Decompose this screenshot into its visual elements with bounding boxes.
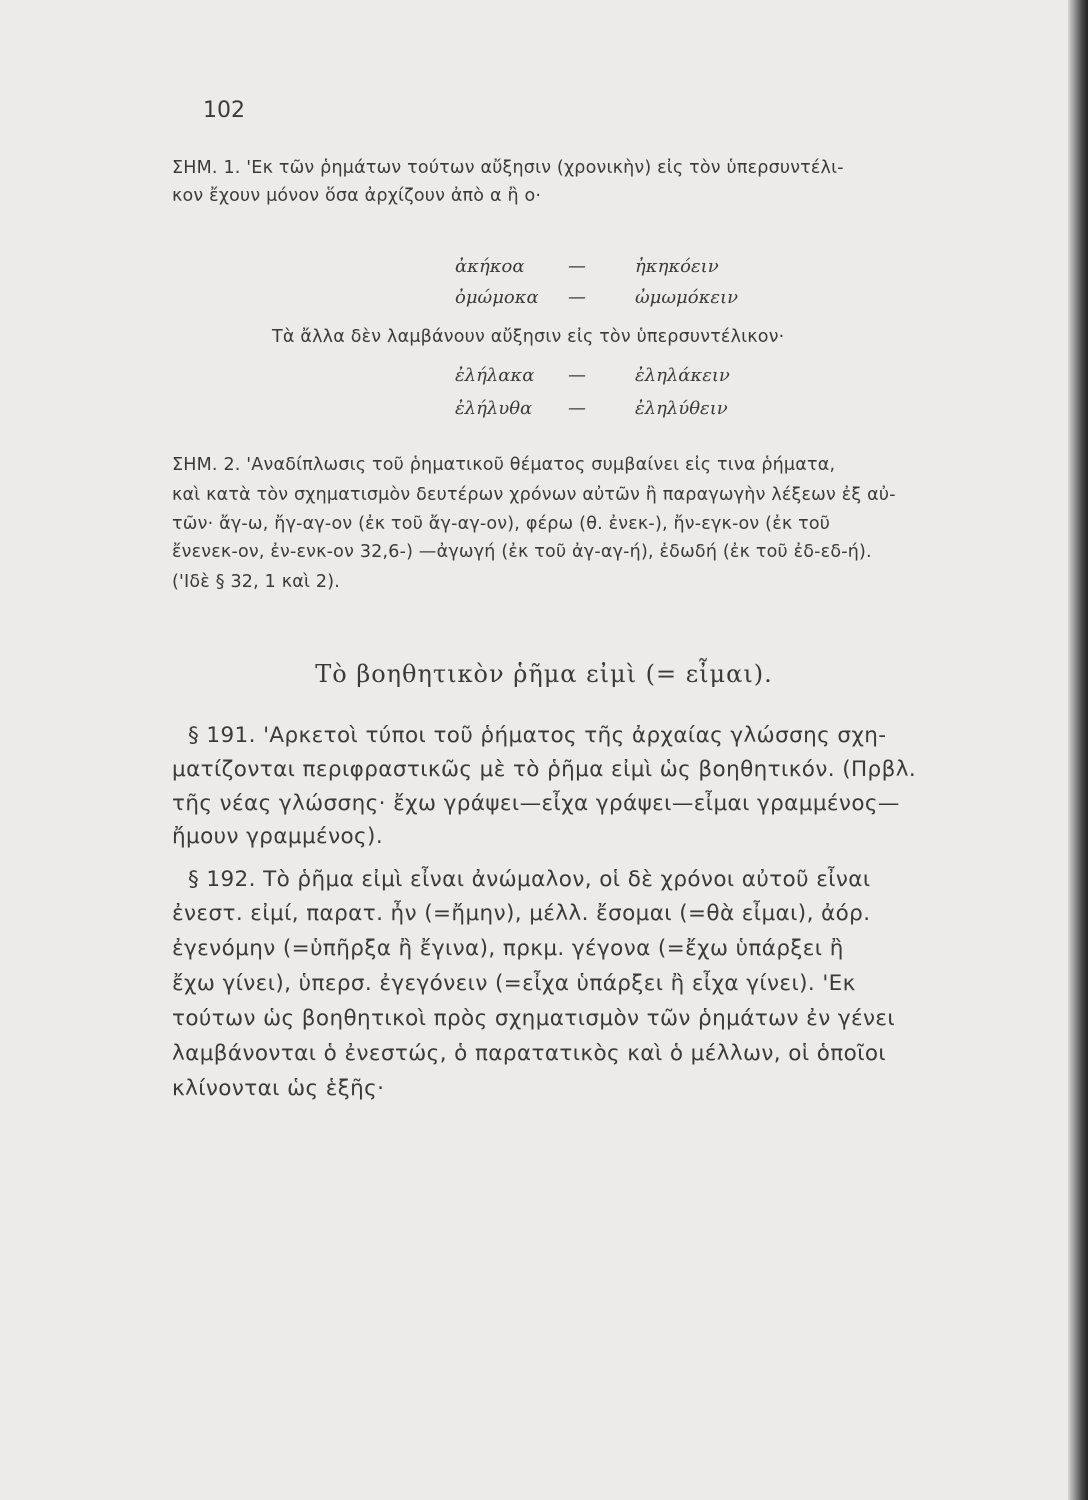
page-number: 102: [203, 98, 245, 123]
note1-middle-line: Τὰ ἄλλα δὲν λαμβάνουν αὔξησιν εἰς τὸν ὑπερσυντέλικον·: [272, 327, 785, 347]
note1-line1: ΣΗΜ. 1. 'Εκ τῶν ῥημάτων τούτων αὔξησιν (χρονικὴν) εἰς τὸν ὑπερσυντέλι-: [172, 158, 844, 178]
table1-dash-1: —: [568, 256, 586, 277]
note2-line4: ἔνενεκ-ον, ἐν-ενκ-ον 32,6-) —ἀγωγή (ἐκ τοῦ ἀγ-αγ-ή), ἐδωδή (ἐκ τοῦ ἐδ-εδ-ή).: [172, 542, 872, 562]
section192-line3: ἐγενόμην (=ὑπῆρξα ἢ ἔγινα), πρκμ. γέγονα (=ἔχω ὑπάρξει ἢ: [172, 936, 844, 961]
section191-line4: ἤμουν γραμμένος).: [172, 824, 384, 849]
table2-dash-1: —: [568, 365, 586, 386]
section191-line3: τῆς νέας γλώσσης· ἔχω γράψει—εἶχα γράψει—εἶμαι γραμμένος—: [172, 791, 900, 816]
table2-right-1: ἐληλάκειν: [635, 365, 730, 386]
table2-right-2: ἐληλύθειν: [635, 398, 728, 419]
note2-line3: τῶν· ἄγ-ω, ἤγ-αγ-ον (ἐκ τοῦ ἄγ-αγ-ον), φέρω (θ. ἐνεκ-), ἤν-εγκ-ον (ἐκ τοῦ: [172, 514, 831, 534]
section192-line2: ἐνεστ. εἰμί, παρατ. ἦν (=ἤμην), μέλλ. ἔσομαι (=θὰ εἶμαι), ἀόρ.: [172, 901, 871, 926]
note2-line2: καὶ κατὰ τὸν σχηματισμὸν δευτέρων χρόνων αὐτῶν ἢ παραγωγὴν λέξεων ἐξ αὐ-: [172, 485, 896, 505]
section192-line5: τούτων ὡς βοηθητικοὶ πρὸς σχηματισμὸν τῶν ῥημάτων ἐν γένει: [172, 1006, 896, 1031]
table1-dash-2: —: [568, 287, 586, 308]
section192-line4: ἔχω γίνει), ὑπερσ. ἐγεγόνειν (=εἶχα ὑπάρξει ἢ εἶχα γίνει). 'Εκ: [172, 971, 856, 996]
section192-line7: κλίνονται ὡς ἑξῆς·: [172, 1076, 385, 1101]
section191-line2: ματίζονται περιφραστικῶς μὲ τὸ ῥῆμα εἰμὶ ὡς βοηθητικόν. (Πρβλ.: [172, 757, 917, 782]
table1-left-2: ὀμώμοκα: [455, 287, 539, 308]
note2-line5: ('Ιδὲ § 32, 1 καὶ 2).: [172, 572, 340, 592]
table1-right-1: ἠκηκόειν: [635, 256, 719, 277]
section192-line1: § 192. Τὸ ῥῆμα εἰμὶ εἶναι ἀνώμαλον, οἱ δὲ χρόνοι αὐτοῦ εἶναι: [188, 867, 871, 892]
section-heading: Τὸ βοηθητικὸν ῥῆμα εἰμὶ (= εἶμαι).: [315, 660, 773, 688]
note2-line1: ΣΗΜ. 2. 'Αναδίπλωσις τοῦ ῥηματικοῦ θέματος συμβαίνει εἰς τινα ῥήματα,: [172, 455, 836, 475]
section192-line6: λαμβάνονται ὁ ἐνεστώς, ὁ παρατατικὸς καὶ ὁ μέλλων, οἱ ὁποῖοι: [172, 1041, 887, 1066]
table2-left-1: ἐλήλακα: [455, 365, 535, 386]
table1-right-2: ὠμωμόκειν: [635, 287, 739, 308]
note1-line2: κον ἔχουν μόνον ὅσα ἀρχίζουν ἀπὸ α ἢ ο·: [172, 186, 542, 206]
page-edge-shadow: [1068, 0, 1088, 1500]
table1-left-1: ἀκήκοα: [455, 256, 525, 277]
section191-line1: § 191. 'Αρκετοὶ τύποι τοῦ ῥήματος τῆς ἀρχαίας γλώσσης σχη-: [188, 723, 887, 748]
table2-dash-2: —: [568, 398, 586, 419]
table2-left-2: ἐλήλυθα: [455, 398, 533, 419]
